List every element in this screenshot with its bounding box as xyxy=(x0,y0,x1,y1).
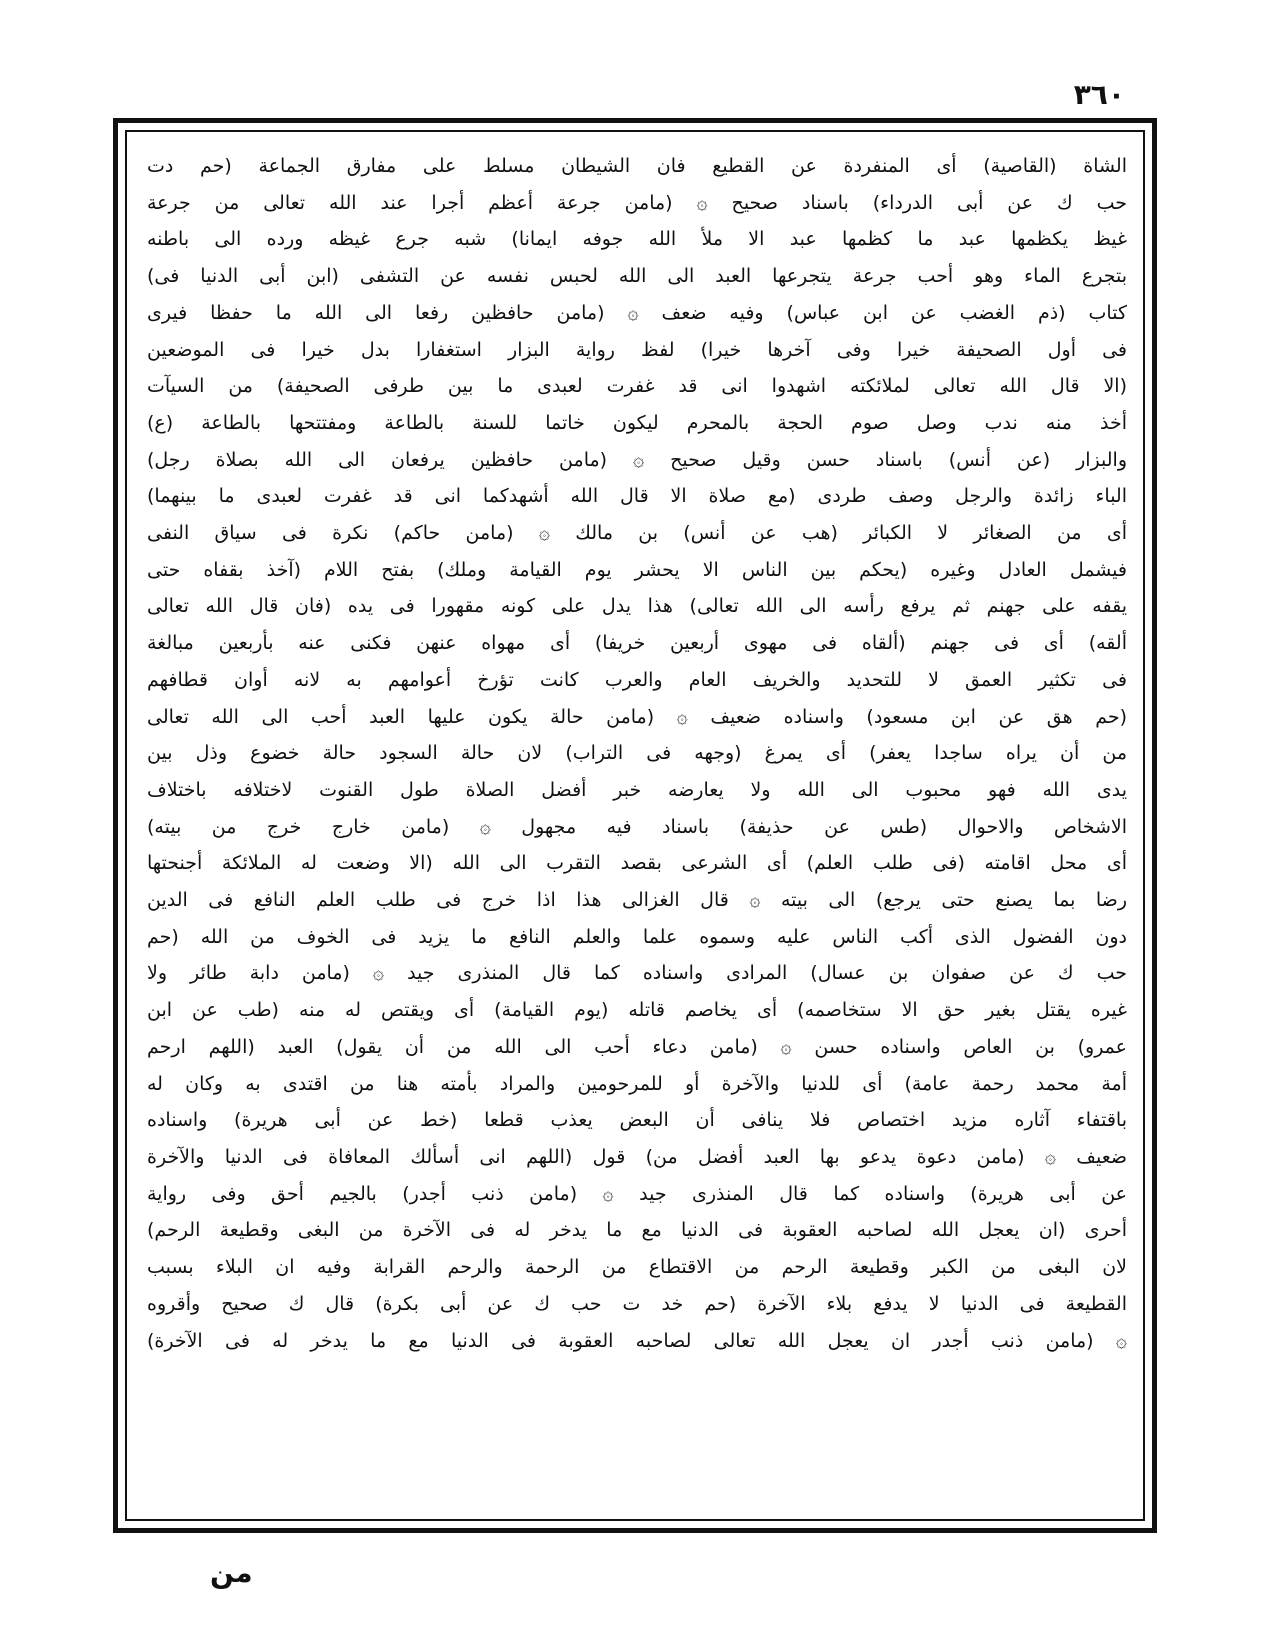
text-line: رضا بما يصنع حتى يرجع) الى بيته ۞ قال الغزالى هذا اذا خرج فى طلب العلم النافع فى الدين xyxy=(147,889,1127,912)
text-line: الباء زائدة والرجل وصف طردى (مع صلاة الا قال الله أشهدكما انى قد غفرت لعبدى ما بينهما) xyxy=(147,485,1127,508)
text-line: القطيعة فى الدنيا لا يدفع بلاء الآخرة (حم خد ت حب ك عن أبى بكرة) قال ك صحيح وأقروه xyxy=(147,1292,1127,1315)
text-line: ضعيف ۞ (مامن دعوة يدعو بها العبد أفضل من) قول (اللهم انى أسألك المعافاة فى الدنيا والآخرة xyxy=(147,1145,1127,1168)
catchword: من xyxy=(210,1556,253,1589)
text-line: الشاة (القاصية) أى المنفردة عن القطيع فان الشيطان مسلط على مفارق الجماعة (حم دت xyxy=(147,155,1127,177)
text-line: أحرى (ان يعجل الله لصاحبه العقوبة فى الدنيا مع ما يدخر له فى الآخرة من البغى وقطيعة الرحم) xyxy=(147,1219,1127,1242)
text-line: أى محل اقامته (فى طلب العلم) أى الشرعى بقصد التقرب الى الله (الا وضعت له الملائكة أجنحتها xyxy=(147,852,1127,875)
page-frame-inner-border xyxy=(125,130,1145,1521)
text-line: غيره يقتل بغير حق الا ستخاصمه) أى يخاصم قاتله (يوم القيامة) أى ويقتص له منه (طب عن ابن xyxy=(147,999,1127,1022)
text-line: الاشخاص والاحوال (طس عن حذيفة) باسناد فيه مجهول ۞ (مامن خارج خرج من بيته) xyxy=(147,815,1127,838)
text-line: أخذ منه ندب وصل صوم الحجة بالمحرم ليكون خاتما للسنة بالطاعة ومفتتحها بالطاعة (ع) xyxy=(147,411,1127,434)
text-line: فى أول الصحيفة خيرا وفى آخرها خيرا) لفظ رواية البزار استغفارا بدل خيرا فى الموضعين xyxy=(147,338,1127,361)
page-frame xyxy=(113,118,1157,1533)
text-line: فيشمل العادل وغيره (يحكم بين الناس الا يحشر يوم القيامة وملك) بفتح اللام (آخذ بقفاه حتى xyxy=(147,558,1127,581)
text-line: حب ك عن أبى الدرداء) باسناد صحيح ۞ (مامن جرعة أعظم أجرا عند الله تعالى من جرعة xyxy=(147,191,1127,214)
text-line: دون الفضول الذى أكب الناس عليه وسموه علما والعلم النافع ما يزيد فى الخوف من الله (حم xyxy=(147,925,1127,948)
text-line: من أن يراه ساجدا يعفر) أى يمرغ (وجهه فى التراب) لان حالة السجود حالة خضوع وذل بين xyxy=(147,742,1127,765)
text-line: يقفه على جهنم ثم يرفع رأسه الى الله تعالى) هذا يدل على كونه مقهورا فى يده (فان قال الله تعالى xyxy=(147,595,1127,618)
text-line: ألقه) أى فى جهنم (ألقاه فى مهوى أربعين خريفا) أى مهواه عنهن فكنى عنه بأربعين مبالغة xyxy=(147,632,1127,655)
page-number: ٣٦٠ xyxy=(1073,78,1125,111)
text-line: يدى الله فهو محبوب الى الله ولا يعارضه خبر أفضل الصلاة طول القنوت لاختلافه باختلاف xyxy=(147,778,1127,801)
text-line: كتاب (ذم الغضب عن ابن عباس) وفيه ضعف ۞ (مامن حافظين رفعا الى الله ما حفظا فيرى xyxy=(147,301,1127,324)
text-line: باقتفاء آثاره مزيد اختصاص فلا ينافى أن البعض يعذب قطعا (خط عن أبى هريرة) واسناده xyxy=(147,1109,1127,1132)
text-line: بتجرع الماء وهو أحب جرعة يتجرعها العبد الى الله لحبس نفسه عن التشفى (ابن أبى الدنيا فى) xyxy=(147,265,1127,288)
text-line: والبزار (عن أنس) باسناد حسن وقيل صحيح ۞ (مامن حافظين يرفعان الى الله بصلاة رجل) xyxy=(147,448,1127,471)
text-line: فى تكثير العمق لا للتحديد والخريف العام والعرب كانت تؤرخ أعوامهم به لانه أوان قطافهم xyxy=(147,668,1127,691)
text-line: أمة محمد رحمة عامة) أى للدنيا والآخرة أو للمرحومين والمراد بأمته هنا من اقتدى به وكان له xyxy=(147,1072,1127,1095)
body-text xyxy=(147,148,1127,1503)
text-line: أى من الصغائر لا الكبائر (هب عن أنس) بن مالك ۞ (مامن حاكم) نكرة فى سياق النفى xyxy=(147,522,1127,545)
text-line: لان البغى من الكبر وقطيعة الرحم من الاقتطاع من الرحمة والرحم القرابة وفيه ان البلاء بسبب xyxy=(147,1256,1127,1279)
text-line: عمرو) بن العاص واسناده حسن ۞ (مامن دعاء أحب الى الله من أن يقول) العبد (اللهم ارحم xyxy=(147,1035,1127,1058)
text-line: حب ك عن صفوان بن عسال) المرادى واسناده كما قال المنذرى جيد ۞ (مامن دابة طائر ولا xyxy=(147,962,1127,985)
text-line: (الا قال الله تعالى لملائكته اشهدوا انى قد غفرت لعبدى ما بين طرفى الصحيفة) من السيآت xyxy=(147,375,1127,398)
text-line: (حم هق عن ابن مسعود) واسناده ضعيف ۞ (مامن حالة يكون عليها العبد أحب الى الله تعالى xyxy=(147,705,1127,728)
text-line: ۞ (مامن ذنب أجدر ان يعجل الله تعالى لصاحبه العقوبة فى الدنيا مع ما يدخر له فى الآخرة) xyxy=(147,1329,1127,1352)
text-line: غيظ يكظمها عبد ما كظمها عبد الا ملأ الله جوفه ايمانا) شبه جرع غيظه ورده الى باطنه xyxy=(147,228,1127,251)
text-line: عن أبى هريرة) واسناده كما قال المنذرى جيد ۞ (مامن ذنب أجدر) بالجيم أحق وفى رواية xyxy=(147,1182,1127,1205)
